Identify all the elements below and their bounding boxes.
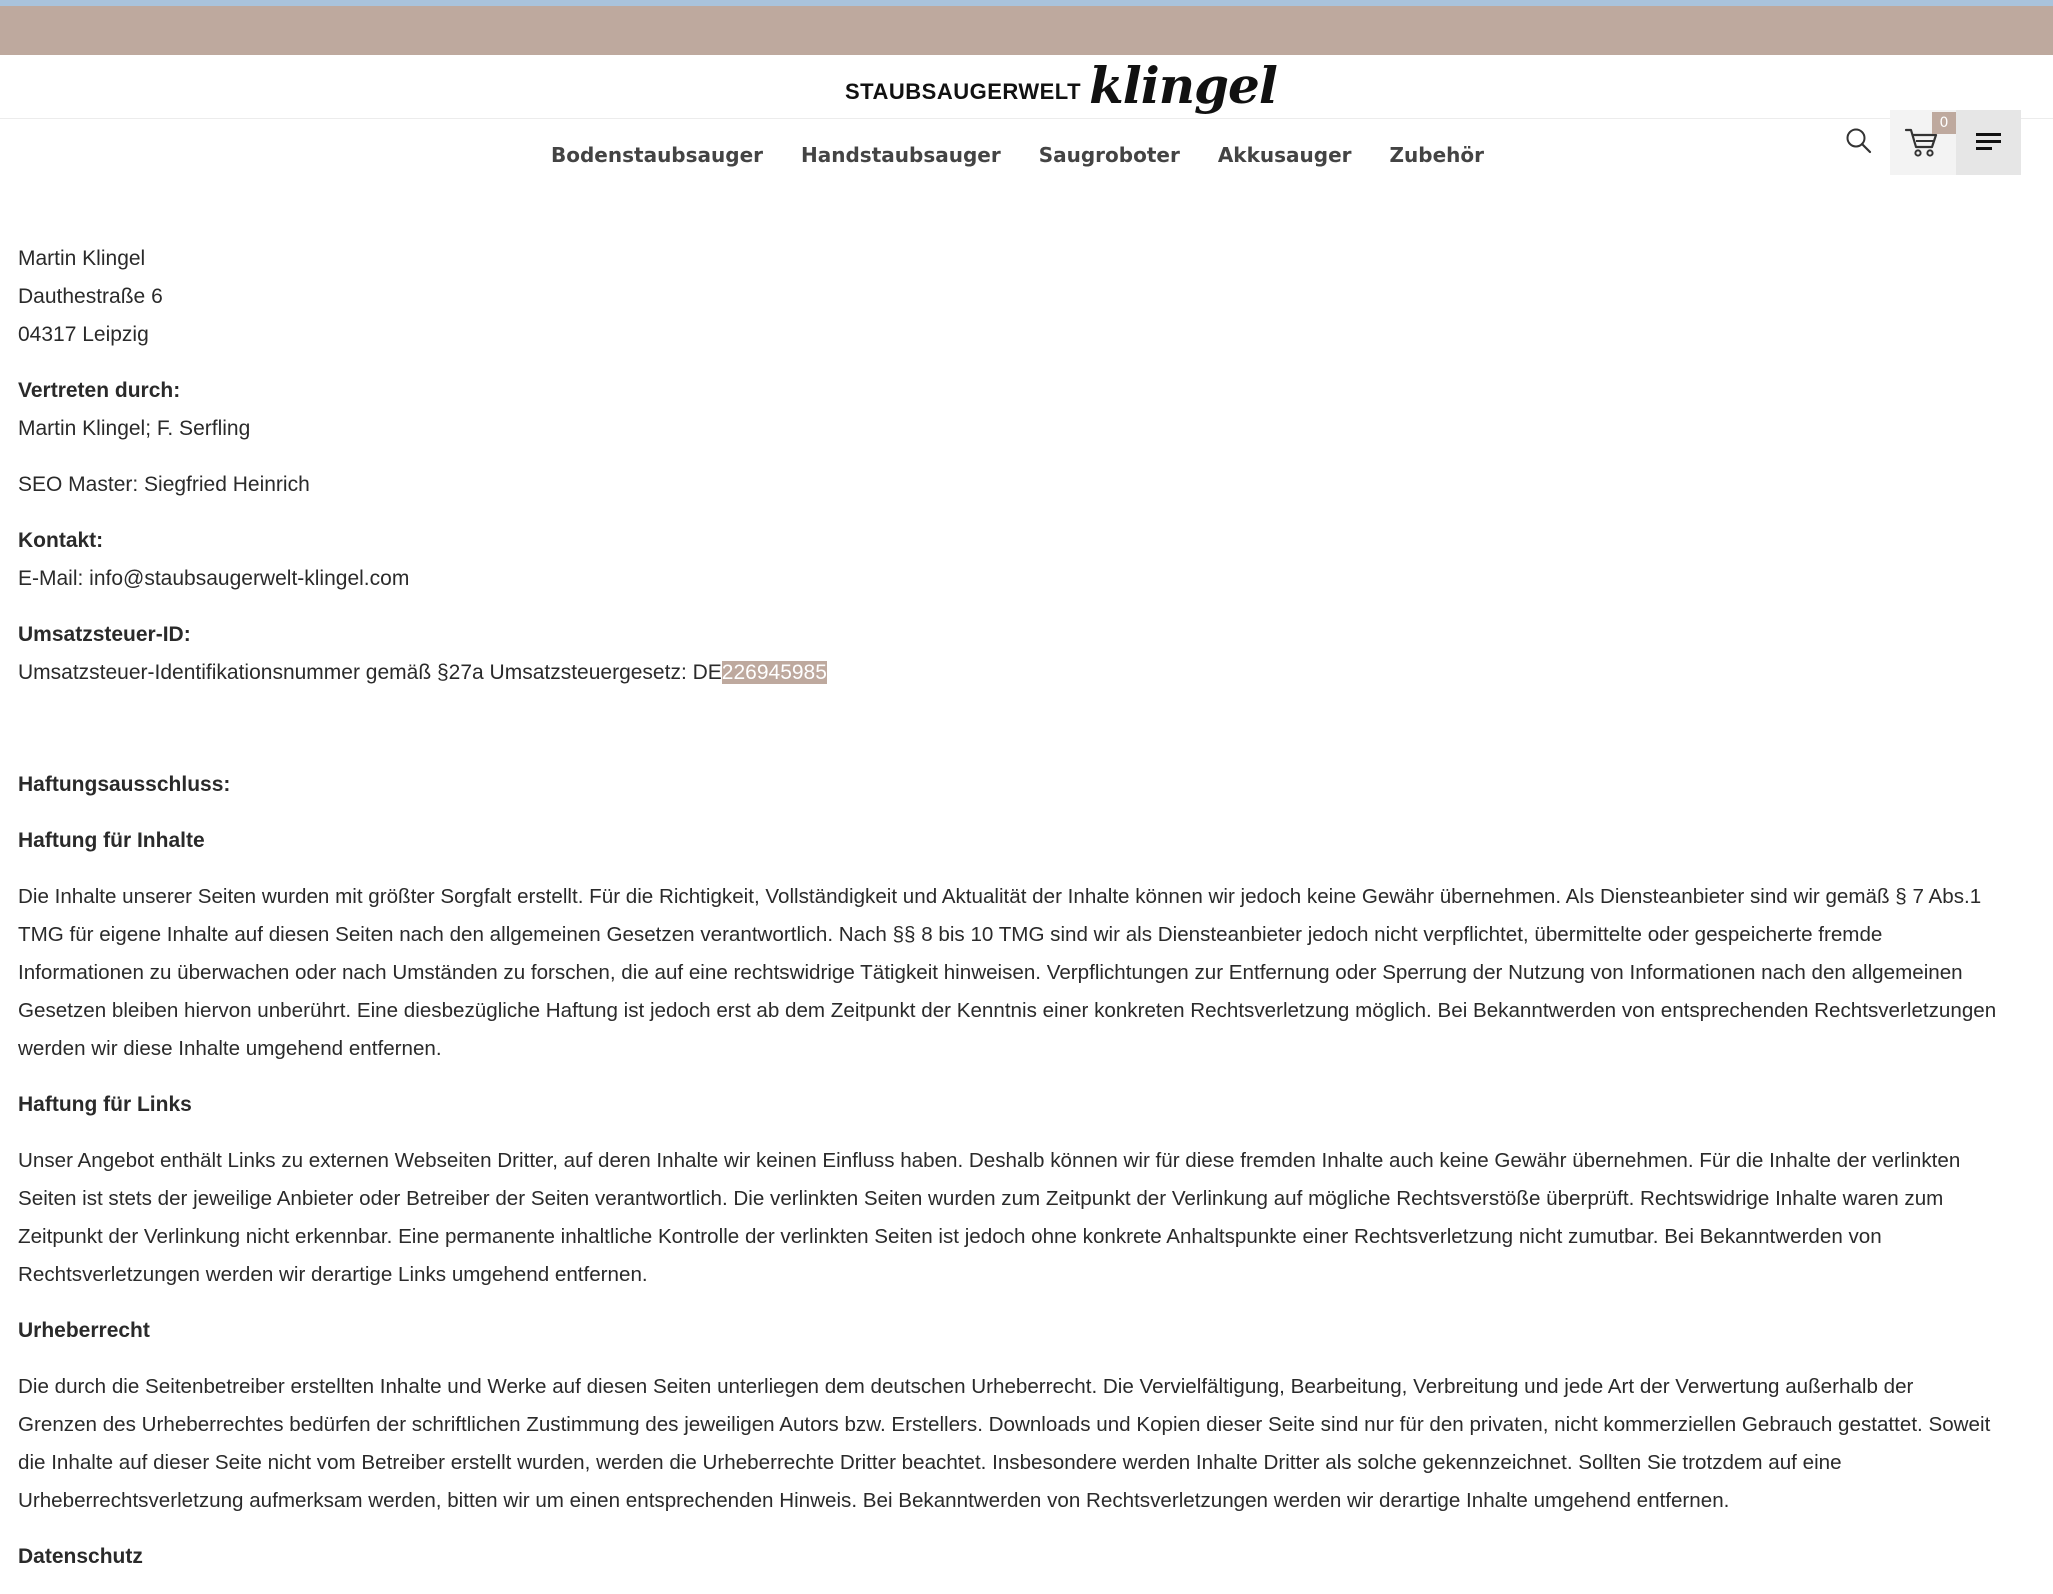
disclaimer-heading: Haftungsausschluss:	[18, 773, 231, 796]
logo-script: klingel	[1089, 55, 1277, 115]
paragraph-line: Zeitpunkt der Verlinkung nicht erkennbar. Eine permanente inhaltliche Kontrolle der verlinkten Seiten ist jedoch ohne konkrete Anhaltspunkte einer Rechtsverletzung nicht zumutbar. Bei Bekanntwerden von	[18, 1225, 1882, 1248]
logo-wordmark: STAUBSAUGERWELT	[845, 79, 1082, 104]
seo-text: SEO Master: Siegfried Heinrich	[18, 473, 310, 496]
content-liability-heading: Haftung für Inhalte	[18, 829, 205, 852]
paragraph-line: Grenzen des Urheberrechtes bedürfen der schriftlichen Zustimmung des jeweiligen Autors bzw. Erstellers. Downloads und Kopien dieser Seite sind nur für den privaten, nicht kommerziellen Gebrauch gestattet. Soweit	[18, 1413, 1991, 1436]
address-street: Dauthestraße 6	[18, 285, 163, 308]
address-block	[18, 240, 2028, 354]
paragraph-line: Seiten ist stets der jeweilige Anbieter oder Betreiber der Seiten verantwortlich. Die verlinkten Seiten wurden zum Zeitpunkt der Verlinkung auf mögliche Rechtsverstöße überprüft. Rechtswidrige Inhalte waren zum	[18, 1187, 1944, 1210]
copyright-heading: Urheberrecht	[18, 1319, 150, 1342]
nav-item-akkusauger[interactable]: Akkusauger	[1217, 143, 1352, 167]
represented-value: Martin Klingel; F. Serfling	[18, 417, 251, 440]
cart-count-badge: 0	[1932, 112, 1956, 134]
vat-block	[18, 616, 2028, 692]
disclaimer-heading-block	[18, 766, 2028, 804]
paragraph-line: die Inhalte auf dieser Seite nicht vom Betreiber erstellt wurden, werden die Urheberrechte Dritter beachtet. Insbesondere werden Inhalte Dritter als solche gekennzeichnet. Sollten Sie trotzdem auf eine	[18, 1451, 1842, 1474]
paragraph-line: werden wir diese Inhalte umgehend entfernen.	[18, 1037, 442, 1060]
paragraph-line: Die durch die Seitenbetreiber erstellten Inhalte und Werke auf diesen Seiten unterliegen dem deutschen Urheberrecht. Die Vervielfältigung, Bearbeitung, Verbreitung und jede Art der Verwertung außerhalb der	[18, 1375, 1914, 1398]
paragraph-line: Urheberrechtsverletzung aufmerksam werden, bitten wir um einen entsprechenden Hinweis. Bei Bekanntwerden von Rechtsverletzungen werden wir derartige Inhalte umgehend entfernen.	[18, 1489, 1730, 1512]
privacy-heading-block	[18, 1538, 2028, 1576]
represented-heading: Vertreten durch:	[18, 379, 181, 402]
top-bar	[0, 6, 2053, 55]
nav-item-saugroboter[interactable]: Saugroboter	[1038, 143, 1180, 167]
imprint-content	[18, 240, 2028, 1594]
links-liability-paragraph	[18, 1142, 2028, 1294]
main-nav	[0, 140, 2053, 170]
vat-number-highlighted[interactable]: 226945985	[721, 661, 827, 684]
address-city: 04317 Leipzig	[18, 323, 149, 346]
nav-item-handstaubsauger[interactable]: Handstaubsauger	[801, 143, 1001, 167]
copyright-paragraph	[18, 1368, 2028, 1520]
content-liability-heading-block	[18, 822, 2028, 860]
content-liability-paragraph	[18, 878, 2028, 1068]
contact-block	[18, 522, 2028, 598]
hamburger-menu-icon	[1956, 110, 2021, 175]
paragraph-line: Informationen zu überwachen oder nach Umständen zu forschen, die auf eine rechtswidrige Tätigkeit hinweisen. Verpflichtungen zur Entfernung oder Sperrung der Nutzung von Informationen nach den allgemeinen	[18, 961, 1963, 984]
menu-button[interactable]	[1956, 110, 2021, 175]
vat-heading: Umsatzsteuer-ID:	[18, 623, 191, 646]
paragraph-line: Unser Angebot enthält Links zu externen Webseiten Dritter, auf deren Inhalte wir keinen Einfluss haben. Deshalb können wir für diese fremden Inhalte auch keine Gewähr übernehmen. Für die Inhalte der verlinkten	[18, 1149, 1961, 1172]
nav-item-bodenstaubsauger[interactable]: Bodenstaubsauger	[551, 143, 764, 167]
search-icon[interactable]	[1844, 126, 1874, 156]
seo-block	[18, 466, 2028, 504]
paragraph-line: Gesetzen bleiben hiervon unberührt. Eine diesbezügliche Haftung ist jedoch erst ab dem Zeitpunkt der Kenntnis einer konkreten Rechtsverletzung möglich. Bei Bekanntwerden von entsprechenden Rechtsverletzungen	[18, 999, 1997, 1022]
paragraph-line: Die Inhalte unserer Seiten wurden mit größter Sorgfalt erstellt. Für die Richtigkeit, Vollständigkeit und Aktualität der Inhalte können wir jedoch keine Gewähr übernehmen. Als Diensteanbieter sind wir gemäß § 7 Abs.1	[18, 885, 1982, 908]
represented-block	[18, 372, 2028, 448]
contact-heading: Kontakt:	[18, 529, 104, 552]
paragraph-line: Rechtsverletzungen werden wir derartige Links umgehend entfernen.	[18, 1263, 648, 1286]
contact-email[interactable]: E-Mail: info@staubsaugerwelt-klingel.com	[18, 567, 410, 590]
vat-text: Umsatzsteuer-Identifikationsnummer gemäß §27a Umsatzsteuergesetz: DE	[18, 661, 722, 684]
copyright-heading-block	[18, 1312, 2028, 1350]
site-logo[interactable]	[845, 55, 1277, 122]
links-liability-heading-block	[18, 1086, 2028, 1124]
address-name: Martin Klingel	[18, 247, 146, 270]
vat-line	[18, 654, 2028, 692]
paragraph-line: TMG für eigene Inhalte auf diesen Seiten nach den allgemeinen Gesetzen verantwortlich. Nach §§ 8 bis 10 TMG sind wir als Diensteanbieter jedoch nicht verpflichtet, übermittelte oder gespeicherte fremde	[18, 923, 1883, 946]
nav-item-zubehoer[interactable]: Zubehör	[1389, 143, 1484, 167]
links-liability-heading: Haftung für Links	[18, 1093, 192, 1116]
privacy-heading: Datenschutz	[18, 1545, 143, 1568]
